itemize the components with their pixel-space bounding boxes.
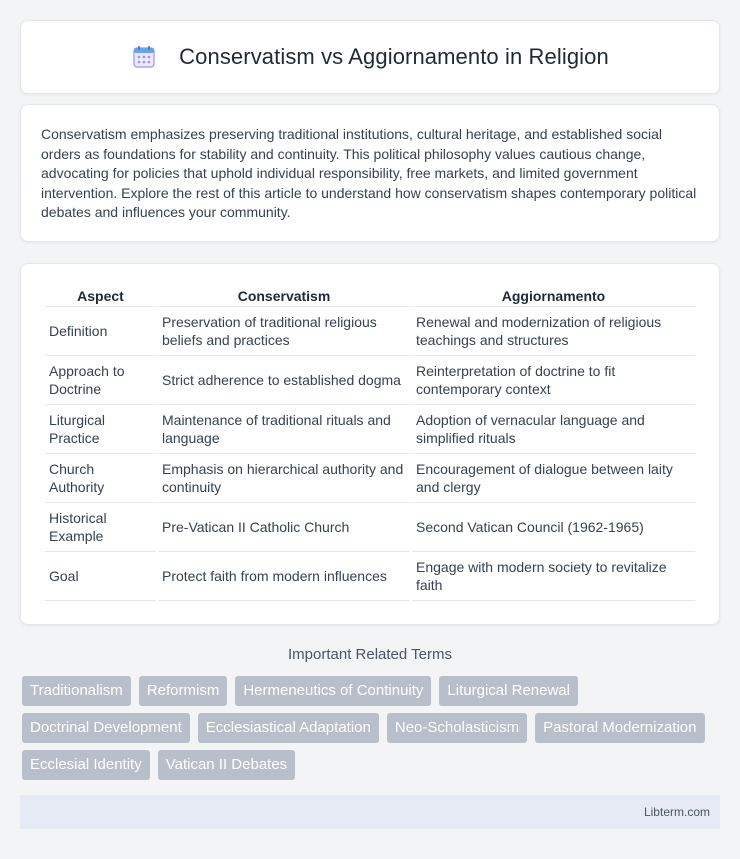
row-conservatism: Pre-Vatican II Catholic Church [158,503,410,552]
tag-reformism[interactable]: Reformism [139,676,228,706]
tag-neo-scholasticism[interactable]: Neo-Scholasticism [387,713,527,743]
tag-doctrinal-development[interactable]: Doctrinal Development [22,713,190,743]
related-terms-tags [22,676,722,780]
table-header-row [45,284,695,307]
row-aggiornamento: Engage with modern society to revitalize faith [412,552,695,601]
row-aspect: Historical Example [45,503,156,552]
title-card [20,20,720,94]
table-row [45,552,695,601]
row-aspect: Approach to Doctrine [45,356,156,405]
page-title: Conservatism vs Aggiornamento in Religion [179,44,609,69]
header-conservatism: Conservatism [158,284,410,307]
table-row [45,356,695,405]
tag-liturgical-renewal[interactable]: Liturgical Renewal [439,676,578,706]
row-conservatism: Strict adherence to established dogma [158,356,410,405]
table-row [45,307,695,356]
row-aspect: Church Authority [45,454,156,503]
row-aggiornamento: Encouragement of dialogue between laity and clergy [412,454,695,503]
row-aspect: Definition [45,307,156,356]
footer [20,795,720,829]
header-aspect: Aspect [45,284,156,307]
table-row [45,454,695,503]
table-row [45,503,695,552]
comparison-table-card [20,263,720,625]
row-aspect: Goal [45,552,156,601]
row-aggiornamento: Reinterpretation of doctrine to fit contemporary context [412,356,695,405]
tag-hermeneutics-of-continuity[interactable]: Hermeneutics of Continuity [235,676,431,706]
tag-ecclesial-identity[interactable]: Ecclesial Identity [22,750,150,780]
calendar-icon [131,44,157,70]
related-terms-title: Important Related Terms [288,646,452,663]
row-conservatism: Emphasis on hierarchical authority and continuity [158,454,410,503]
comparison-table [43,284,697,601]
footer-site-link[interactable]: Libterm.com [643,805,710,819]
intro-card [20,104,720,242]
row-conservatism: Preservation of traditional religious beliefs and practices [158,307,410,356]
row-aggiornamento: Renewal and modernization of religious teachings and structures [412,307,695,356]
row-aggiornamento: Second Vatican Council (1962-1965) [412,503,695,552]
header-aggiornamento: Aggiornamento [412,284,695,307]
table-row [45,405,695,454]
tag-pastoral-modernization[interactable]: Pastoral Modernization [535,713,704,743]
tag-ecclesiastical-adaptation[interactable]: Ecclesiastical Adaptation [198,713,379,743]
intro-text: Conservatism emphasizes preserving traditional institutions, cultural heritage, and established social orders as foundations for stability and continuity. This political philosophy values cautious change, advocating for policies that uphold individual responsibility, free markets, and limited government intervention. Explore the rest of this article to understand how conservatism shapes contemporary political debates and influences your community. [41,126,697,220]
tag-traditionalism[interactable]: Traditionalism [22,676,131,706]
row-conservatism: Protect faith from modern influences [158,552,410,601]
row-conservatism: Maintenance of traditional rituals and language [158,405,410,454]
tag-vatican-ii-debates[interactable]: Vatican II Debates [158,750,295,780]
row-aggiornamento: Adoption of vernacular language and simplified rituals [412,405,695,454]
row-aspect: Liturgical Practice [45,405,156,454]
